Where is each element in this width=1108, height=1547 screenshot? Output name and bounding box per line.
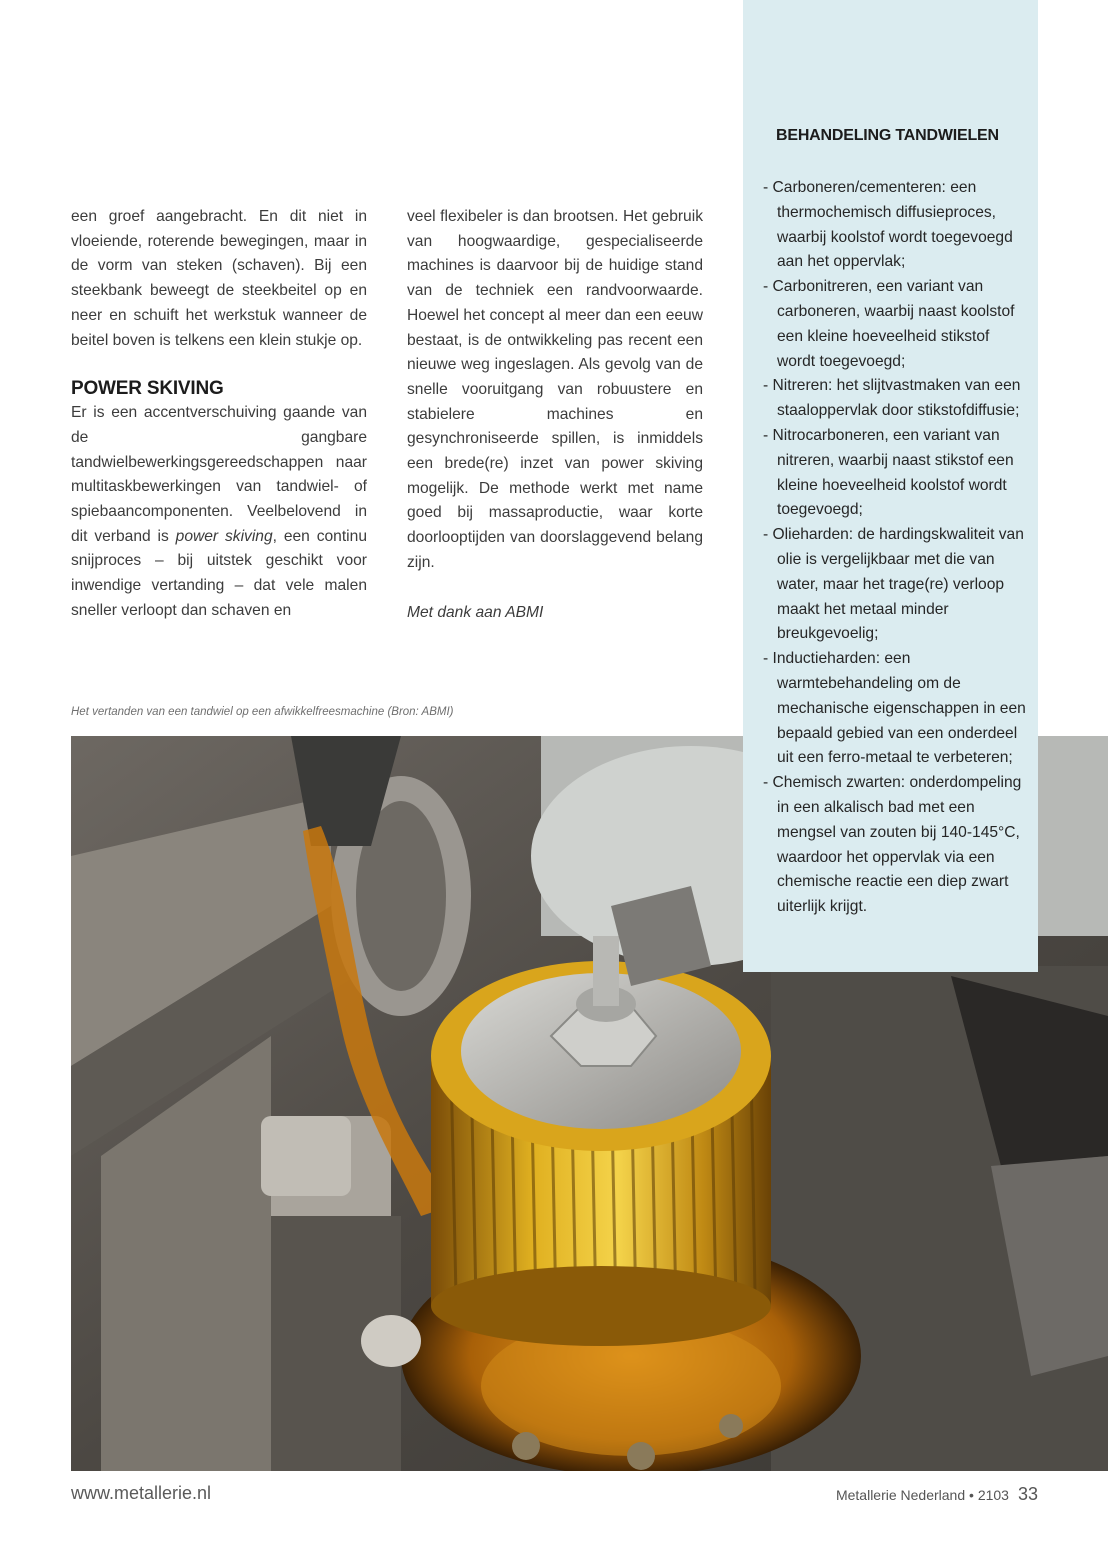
issue-label: Metallerie Nederland • 2103 [835,1487,1009,1503]
acknowledgement: Met dank aan ABMI [407,603,544,621]
footer-website-link[interactable]: www.metallerie.nl [71,1483,212,1503]
article-column-middle [407,205,703,625]
page-number: 33 [1017,1484,1038,1504]
article-intro-paragraph: een groef aangebracht. En dit niet in vloeiende, roterende bewegingen, maar in de vorm van steken (schaven). Bij een steekbank beweegt de steekbeitel op en neer en schuift het werkstuk wanneer de beitel boven is telkens een klein stukje op. [71,208,367,349]
info-sidebar [743,0,1038,972]
power-skiving-paragraph [71,401,367,623]
list-item: - Nitrocarboneren, een variant van nitreren, waarbij naast stikstof een kleine hoeveelheid koolstof wordt toegevoegd; [763,426,1014,519]
article-column-left [71,205,367,624]
treatment-list [763,176,1028,920]
paragraph-text-end: , een continu snijproces – bij uitstek geschikt voor inwendige vertanding – dat vele malen sneller verloopt dan schaven en [71,527,367,619]
list-item: - Carbonitreren, een variant van carboneren, waarbij naast koolstof een kleine hoeveelheid stikstof wordt toegevoegd; [763,278,1015,370]
figure-caption: Het vertanden van een tandwiel op een afwikkelfreesmachine (Bron: ABMI) [71,706,454,718]
footer-publication [836,1484,1038,1505]
sidebar-title: BEHANDELING TANDWIELEN [776,127,999,144]
list-item: - Chemisch zwarten: onderdompeling in een alkalisch bad met een mengsel van zouten bij 140-145°C, waardoor het oppervlak via een chemische reactie een diep zwart uiterlijk krijgt. [763,774,1022,916]
list-item: - Olieharden: de hardingskwaliteit van olie is vergelijkbaar met die van water, maar het trage(re) verloop maakt het metaal minder breukgevoelig; [763,526,1024,643]
list-item: - Nitreren: het slijtvastmaken van een staaloppervlak door stikstofdiffusie; [763,377,1021,420]
list-item: - Inductieharden: een warmtebehandeling om de mechanische eigenschappen in een bepaald gebied van een onderdeel uit een ferro-metaal te verbeteren; [763,650,1026,767]
list-item: - Carboneren/cementeren: een thermochemisch diffusieproces, waarbij koolstof wordt toegevoegd aan het oppervlak; [763,179,1013,271]
paragraph-text-start: Er is een accentverschuiving gaande van de gangbare tandwielbewerkingsgereedschappen naar multitaskbewerkingen van tandwiel- of spiebaancomponenten. Veelbelovend in dit verband is [71,404,367,545]
article-continuation-paragraph: veel flexibeler is dan brootsen. Het gebruik van hoogwaardige, gespecialiseerde machines is daarvoor bij de huidige stand van de techniek een randvoorwaarde. Hoewel het concept al meer dan een eeuw bestaat, is de ontwikkeling pas recent een nieuwe weg ingeslagen. Als gevolg van de snelle vooruitgang van robuustere en stabielere machines en gesynchroniseerde spillen, is inmiddels een brede(re) inzet van power skiving mogelijk. De methode werkt met name goed bij massaproductie, waar korte doorlooptijden van doorslaggevend belang zijn. [407,208,703,571]
emphasis-term: power skiving [175,527,273,545]
section-heading: POWER SKIVING [71,378,224,400]
